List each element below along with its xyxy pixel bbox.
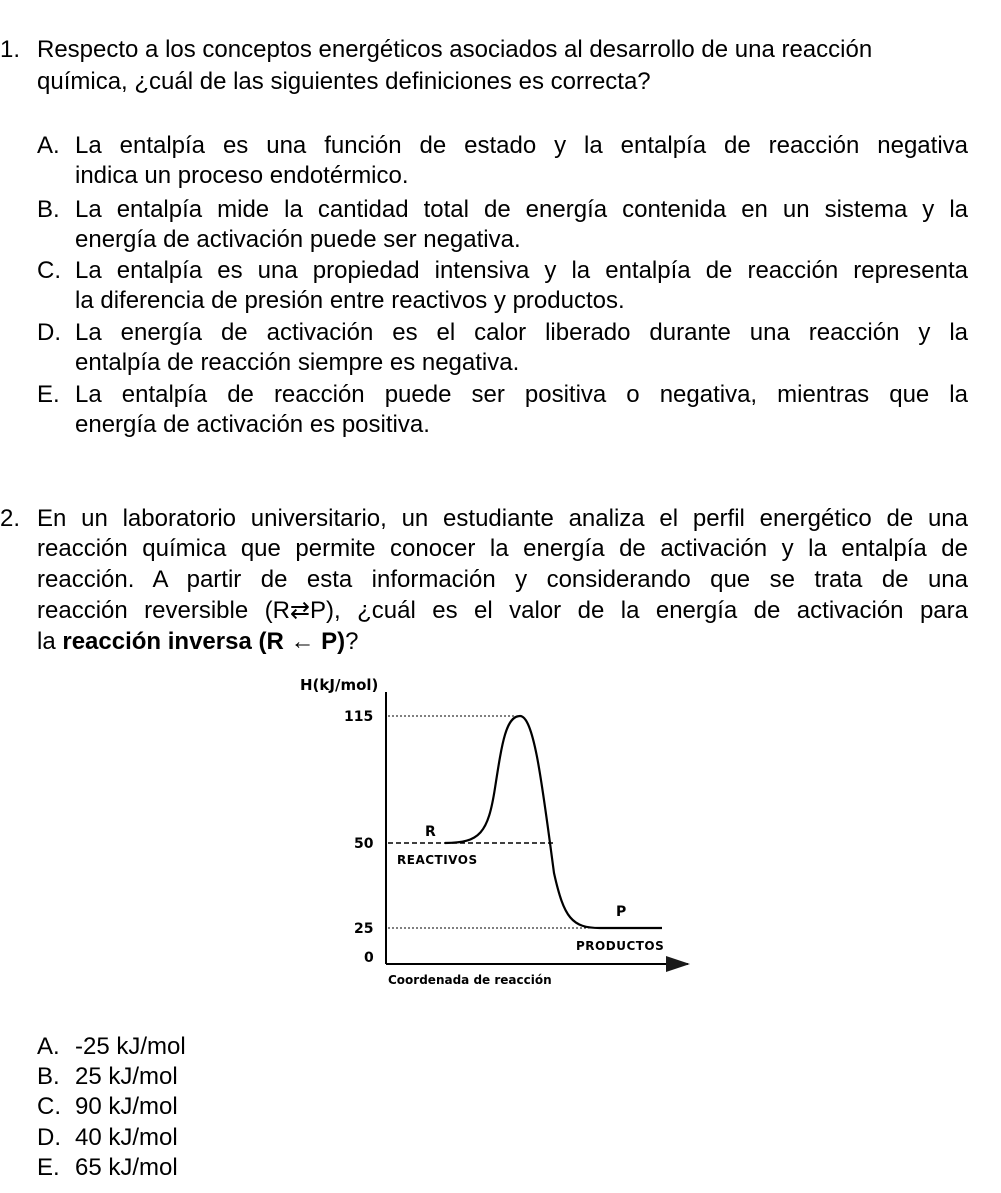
option-letter: E. <box>37 1154 60 1181</box>
option-text: 90 kJ/mol <box>75 1093 178 1120</box>
x-axis-label: Coordenada de reacción <box>388 973 552 987</box>
y-tick-0: 0 <box>364 950 374 966</box>
option-text-line-2: indica un proceso endotérmico. <box>75 162 409 189</box>
question-2-stem-line-5 <box>37 627 359 657</box>
option-letter: C. <box>37 1093 61 1120</box>
reactants-symbol: R <box>425 824 436 840</box>
y-axis-label: H(kJ/mol) <box>300 676 379 694</box>
y-tick-50: 50 <box>354 836 374 852</box>
option-text: 40 kJ/mol <box>75 1124 178 1151</box>
option-text-line-1: La entalpía es una propiedad intensiva y la entalpía de reacción representa <box>75 257 968 284</box>
question-1-number: 1. <box>0 36 21 63</box>
option-letter: A. <box>37 1033 60 1060</box>
option-text-line-1: La energía de activación es el calor liberado durante una reacción y la <box>75 319 968 346</box>
option-letter: B. <box>37 1063 60 1090</box>
energy-profile-chart <box>280 670 710 995</box>
option-letter: D. <box>37 1124 61 1151</box>
products-symbol: P <box>616 904 627 920</box>
option-text: 25 kJ/mol <box>75 1063 178 1090</box>
y-tick-115: 115 <box>344 709 374 725</box>
question-2-stem-suffix: ? <box>345 628 359 655</box>
energy-curve <box>445 716 662 928</box>
option-letter: B. <box>37 196 60 223</box>
question-2-stem-prefix: la <box>37 628 63 655</box>
option-letter: E. <box>37 381 60 408</box>
option-text-line-2: la diferencia de presión entre reactivos y productos. <box>75 287 625 314</box>
option-text: -25 kJ/mol <box>75 1033 186 1060</box>
question-1-stem-line-2: química, ¿cuál de las siguientes definiciones es correcta? <box>37 68 651 95</box>
products-label: PRODUCTOS <box>576 939 665 953</box>
option-letter: A. <box>37 132 60 159</box>
option-text-line-2: entalpía de reacción siempre es negativa. <box>75 349 520 376</box>
option-text-line-2: energía de activación es positiva. <box>75 411 430 438</box>
question-2-stem-line-3: reacción. A partir de esta información y considerando que se trata de una <box>37 566 968 593</box>
option-text-line-1: La entalpía de reacción puede ser positiva o negativa, mientras que la <box>75 381 968 408</box>
option-text: 65 kJ/mol <box>75 1154 178 1181</box>
question-2-stem-line-2: reacción química que permite conocer la energía de activación y la entalpía de <box>37 535 968 562</box>
question-2-stem-line-4: reacción reversible (R⇄P), ¿cuál es el valor de la energía de activación para <box>37 597 968 624</box>
y-tick-25: 25 <box>354 921 374 937</box>
option-text-line-1: La entalpía mide la cantidad total de energía contenida en un sistema y la <box>75 196 968 223</box>
question-1-stem-line-1: Respecto a los conceptos energéticos asociados al desarrollo de una reacción <box>37 36 873 63</box>
question-2-number: 2. <box>0 505 21 532</box>
question-2-stem-bold: reacción inversa (R ← P) <box>62 628 346 655</box>
reactants-label: REACTIVOS <box>397 853 478 867</box>
option-text-line-2: energía de activación puede ser negativa. <box>75 226 521 253</box>
option-text-line-1: La entalpía es una función de estado y la entalpía de reacción negativa <box>75 132 968 159</box>
option-letter: C. <box>37 257 61 284</box>
option-letter: D. <box>37 319 61 346</box>
question-2-stem-line-1: En un laboratorio universitario, un estudiante analiza el perfil energético de una <box>37 505 968 532</box>
